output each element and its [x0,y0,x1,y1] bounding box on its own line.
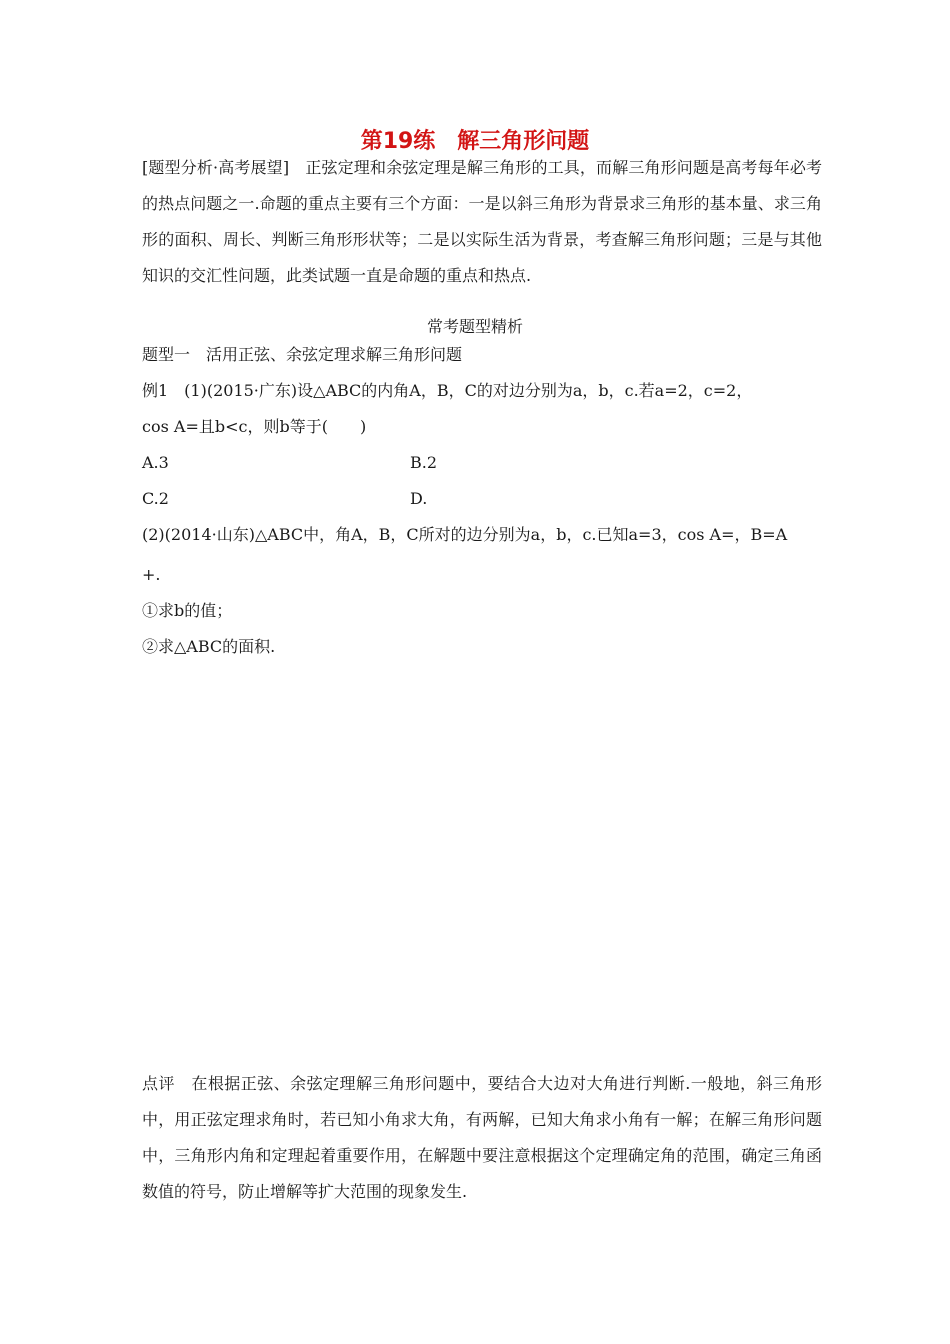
intro-label: [题型分析·高考展望] [142,158,290,177]
option-d: D. [410,489,428,508]
example1-part2-line1: (2)(2014·山东)△ABC中，角A，B，C所对的边分别为a，b，c.已知a=3，cos A=，B=A [142,525,788,544]
option-b: B.2 [410,453,438,472]
option-c: C.2 [142,489,169,508]
page-title: 第19练 解三角形问题 [360,129,590,154]
question-1: ①求b的值； [142,601,233,620]
type-one-heading: 题型一 活用正弦、余弦定理求解三角形问题 [142,345,463,364]
question-2: ②求△ABC的面积. [142,637,276,656]
comment-paragraph [142,1066,822,1210]
comment-text: 在根据正弦、余弦定理解三角形问题中，要结合大边对大角进行判断.一般地，斜三角形中，用正弦定理求角时，若已知小角求大角，有两解，已知大角求小角有一解；在解三角形问题中，三角形内角和定理起着重要作用，在解题中要注意根据这个定理确定角的范围，确定三角函数值的符号，防止增解等扩大范围的现象发生. [142,1074,822,1201]
example1-part2-line2: +. [142,565,161,584]
option-a: A.3 [142,453,169,472]
intro-paragraph [142,150,822,294]
section-heading: 常考题型精析 [426,317,523,336]
comment-label: 点评 [142,1074,175,1093]
example1-line1: 例1 (1)(2015·广东)设△ABC的内角A，B，C的对边分别为a，b，c.若a=2，c=2， [142,381,753,400]
example1-line2: cos A=且b<c，则b等于( ) [142,417,367,436]
intro-text: 正弦定理和余弦定理是解三角形的工具，而解三角形问题是高考每年必考的热点问题之一.命题的重点主要有三个方面：一是以斜三角形为背景求三角形的基本量、求三角形的面积、周长、判断三角形形状等；二是以实际生活为背景，考查解三角形问题；三是与其他知识的交汇性问题，此类试题一直是命题的重点和热点. [142,158,822,285]
